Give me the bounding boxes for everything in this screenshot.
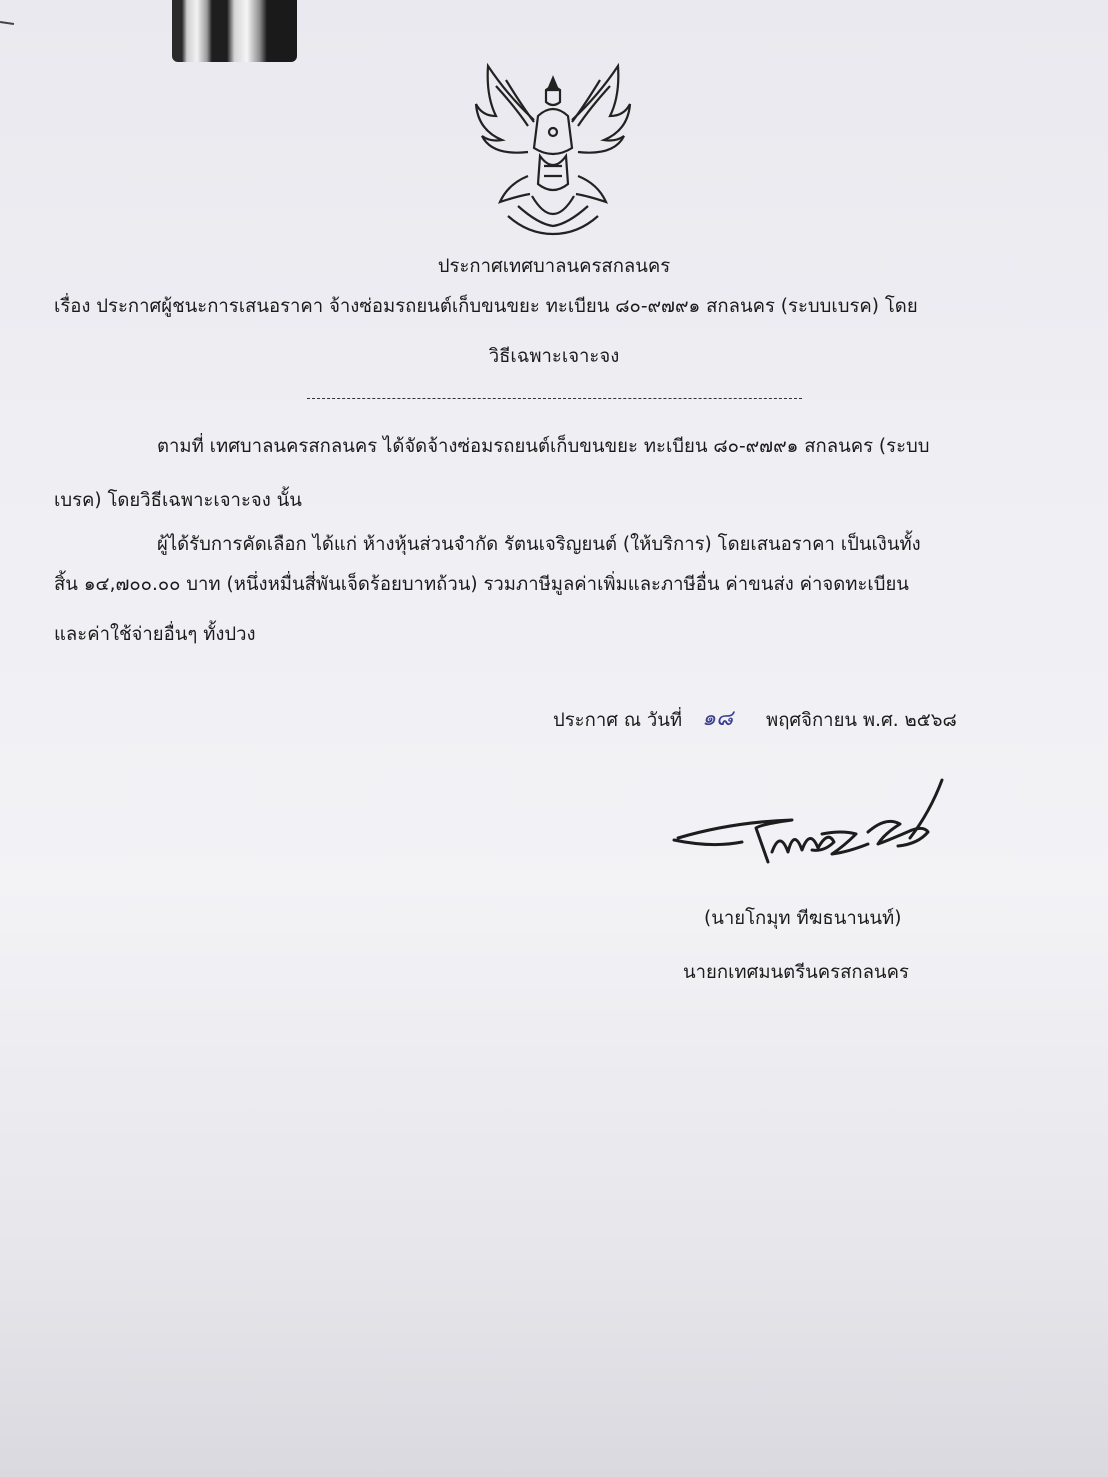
date-month-year: พฤศจิกายน พ.ศ. ๒๕๖๘ (766, 710, 957, 731)
signatory-name: (นายโกมุท ทีฆธนานนท์) (704, 908, 902, 929)
signatory-position: นายกเทศมนตรีนครสกลนคร (683, 962, 909, 983)
para1-line2: เบรค) โดยวิธีเฉพาะเจาะจง นั้น (54, 490, 302, 511)
subject-line-1: เรื่อง ประกาศผู้ชนะการเสนอราคา จ้างซ่อมรถยนต์เก็บขนขยะ ทะเบียน ๘๐-๙๗๙๑ สกลนคร (ระบบเบรค) โดย (54, 296, 918, 317)
edge-mark (0, 21, 14, 25)
para1-line1: ตามที่ เทศบาลนครสกลนคร ได้จัดจ้างซ่อมรถยนต์เก็บขนขยะ ทะเบียน ๘๐-๙๗๙๑ สกลนคร (ระบบ (157, 436, 930, 457)
signature (672, 772, 952, 882)
date-label: ประกาศ ณ วันที่ (553, 710, 683, 731)
para2-line2: สิ้น ๑๔,๗๐๐.๐๐ บาท (หนึ่งหมื่นสี่พันเจ็ดร้อยบาทถ้วน) รวมภาษีมูลค่าเพิ่มและภาษีอื่น ค่าขนส่ง ค่าจดทะเบียน (54, 574, 909, 595)
para2-line3: และค่าใช้จ่ายอื่นๆ ทั้งปวง (54, 624, 256, 645)
binder-clip (172, 0, 297, 62)
garuda-emblem (468, 56, 638, 236)
date-day-handwritten: ๑๘ (702, 706, 733, 731)
subject-line-2: วิธีเฉพาะเจาะจง (488, 346, 620, 367)
para2-line1: ผู้ได้รับการคัดเลือก ได้แก่ ห้างหุ้นส่วนจำกัด รัตนเจริญยนต์ (ให้บริการ) โดยเสนอราคา เป็นเงินทั้ง (157, 534, 921, 555)
separator-line (307, 398, 802, 399)
announcement-title: ประกาศเทศบาลนครสกลนคร (437, 256, 671, 277)
